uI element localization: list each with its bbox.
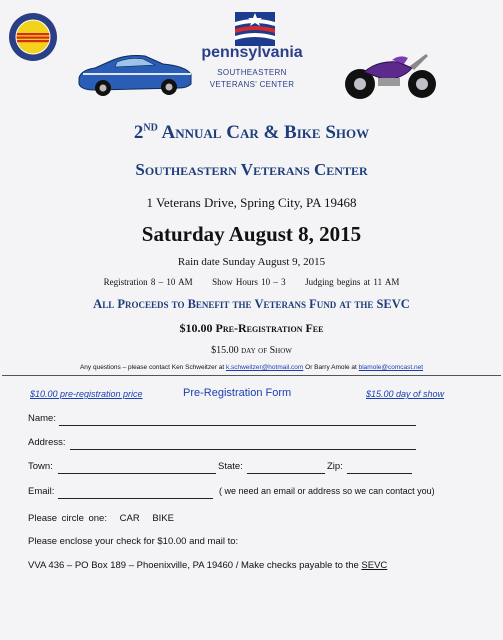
- vva-seal-icon: [8, 12, 58, 62]
- option-bike[interactable]: BIKE: [152, 513, 174, 524]
- pa-logo-word: pennsylvania: [201, 44, 303, 61]
- judging-time: Judging begins at 11 AM: [305, 277, 400, 287]
- registration-hours: Registration 8 – 10 AM: [103, 277, 193, 287]
- email-field[interactable]: [58, 497, 213, 499]
- town-label: Town:: [28, 461, 53, 472]
- vehicle-type-row: [28, 513, 174, 524]
- day-fee-amount: $15.00: [211, 345, 239, 356]
- state-field[interactable]: [247, 472, 325, 474]
- circle-label: Please circle one:: [28, 513, 107, 524]
- town-field[interactable]: [58, 472, 216, 474]
- form-title: Pre-Registration Form: [183, 387, 292, 399]
- payee-name: SEVC: [361, 560, 388, 571]
- pre-registration-price: $10.00 pre-registration price: [30, 389, 143, 399]
- pa-logo-subtitle-2: VETERANS' CENTER: [209, 80, 295, 89]
- show-hours: Show Hours 10 – 3: [212, 277, 286, 287]
- proceeds-notice: All Proceeds to Benefit the Veterans Fund at the SEVC: [93, 297, 410, 311]
- schedule-line: [0, 277, 503, 287]
- motorcycle-icon: [342, 44, 438, 102]
- contact-email-barry[interactable]: blamole@comcast.net: [358, 364, 424, 371]
- zip-label: Zip:: [327, 461, 343, 472]
- contact-middle: Or Barry Amole at: [305, 364, 357, 371]
- address-field[interactable]: [70, 448, 416, 450]
- state-label: State:: [218, 461, 243, 472]
- muscle-car-icon: [75, 40, 195, 100]
- pre-fee-amount: $10.00: [179, 321, 213, 335]
- venue-name: Southeastern Veterans Center: [135, 160, 368, 179]
- option-car[interactable]: CAR: [119, 513, 140, 524]
- mailing-address: [28, 560, 387, 571]
- event-date: Saturday August 8, 2015: [141, 222, 362, 246]
- name-field[interactable]: [59, 424, 416, 426]
- mailing-address-text: VVA 436 – PO Box 189 – Phoenixville, PA 19460 / Make checks payable to the: [28, 560, 359, 571]
- contact-line: [0, 364, 503, 371]
- pre-registration-fee: [0, 321, 503, 336]
- day-of-show-price: $15.00 day of show: [366, 389, 445, 399]
- rain-date: Rain date Sunday August 9, 2015: [177, 256, 326, 268]
- show-title: [0, 122, 503, 144]
- show-ordinal-suffix: ND: [143, 122, 158, 134]
- venue-address: 1 Veterans Drive, Spring City, PA 19468: [146, 195, 357, 210]
- show-ordinal: 2: [133, 122, 144, 143]
- section-divider: [2, 375, 501, 376]
- address-label: Address:: [28, 437, 66, 448]
- zip-field[interactable]: [347, 472, 412, 474]
- show-title-text: Annual Car & Bike Show: [161, 122, 370, 143]
- day-of-show-fee: [0, 345, 503, 356]
- contact-prefix: Any questions – please contact Ken Schweitzer at: [79, 364, 225, 371]
- name-label: Name:: [28, 413, 56, 424]
- pre-fee-label: Pre-Registration Fee: [215, 321, 324, 335]
- contact-email-ken[interactable]: k.schweitzer@hotmail.com: [225, 364, 304, 371]
- email-label: Email:: [28, 486, 55, 497]
- pa-logo-subtitle-1: SOUTHEASTERN: [217, 68, 287, 77]
- day-fee-label: day of Show: [241, 345, 292, 356]
- email-note: ( we need an email or address so we can contact you): [219, 486, 435, 496]
- payment-instructions: Please enclose your check for $10.00 and mail to:: [28, 536, 239, 547]
